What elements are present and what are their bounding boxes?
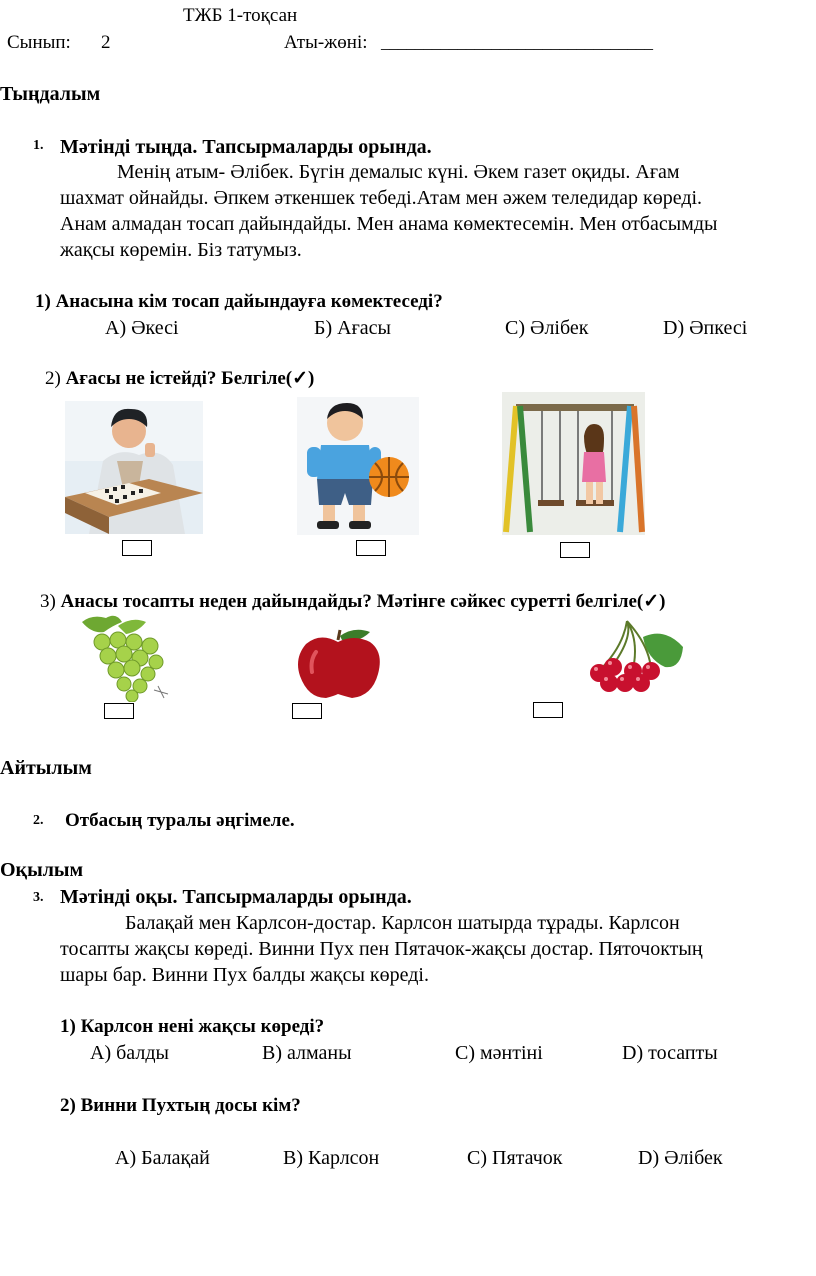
task-title: Мәтінді оқы. Тапсырмаларды орында. (60, 886, 412, 908)
question-3 (40, 590, 666, 614)
chess-player-icon (65, 401, 203, 534)
task-title: Мәтінді тыңда. Тапсырмаларды орында. (60, 136, 432, 158)
answer-checkbox[interactable] (104, 703, 134, 719)
cherries-picture (583, 617, 691, 695)
task-number: 1. (33, 138, 44, 153)
answer-checkbox[interactable] (356, 540, 386, 556)
boy-with-ball-picture (297, 397, 419, 535)
answer-option-b[interactable]: В) алманы (262, 1042, 352, 1064)
answer-checkbox[interactable] (292, 703, 322, 719)
section-title-speaking: Айтылым (0, 757, 92, 779)
text-line: Менің атым- Әлібек. Бүгін демалыс күні. Әкем газет оқиды. Ағам (117, 161, 680, 183)
grapes-icon (72, 612, 170, 702)
apple-picture (290, 626, 388, 700)
reading-question-2: 2) Винни Пухтың досы кім? (60, 1095, 301, 1116)
task-title: Отбасың туралы әңгімеле. (65, 810, 295, 831)
answer-option-d[interactable]: D) Әлібек (638, 1147, 723, 1169)
girl-on-swing-picture (502, 392, 645, 535)
grapes-picture (72, 612, 170, 702)
chess-player-picture (65, 401, 203, 534)
boy-with-ball-icon (297, 397, 419, 535)
answer-option-b[interactable]: Б) Ағасы (314, 317, 391, 339)
answer-option-b[interactable]: В) Карлсон (283, 1147, 380, 1169)
question-2 (45, 367, 314, 391)
reading-question-1: 1) Карлсон нені жақсы көреді? (60, 1016, 325, 1037)
question-3-number: 3) (40, 591, 61, 612)
answer-option-a[interactable]: А) Әкесі (105, 317, 179, 339)
answer-option-a[interactable]: А) Балақай (115, 1147, 210, 1169)
question-1: 1) Анасына кім тосап дайындауға көмектеседі? (35, 291, 443, 312)
class-label: Сынып: (7, 32, 71, 53)
question-3-text: Анасы тосапты неден дайындайды? Мәтінге сәйкес суретті белгіле(✓) (60, 591, 666, 612)
name-input-line[interactable]: ________________________________ (381, 33, 653, 52)
task-number: 3. (33, 890, 44, 905)
text-line: шары бар. Винни Пух балды жақсы көреді. (60, 964, 429, 986)
answer-option-d[interactable]: D) тосапты (622, 1042, 718, 1064)
task-number: 2. (33, 813, 44, 828)
answer-option-c[interactable]: С) мәнтіні (455, 1042, 543, 1064)
text-line: тосапты жақсы көреді. Винни Пух пен Пятачок-жақсы достар. Пяточоктың (60, 938, 703, 960)
answer-checkbox[interactable] (560, 542, 590, 558)
apple-icon (290, 626, 388, 700)
question-2-number: 2) (45, 368, 66, 389)
cherries-icon (583, 617, 691, 695)
answer-option-a[interactable]: А) балды (90, 1042, 169, 1064)
class-value: 2 (101, 32, 111, 53)
answer-checkbox[interactable] (122, 540, 152, 556)
text-line: шахмат ойнайды. Әпкем әткеншек тебеді.Атам мен әжем теледидар көреді. (60, 187, 703, 209)
section-title-listening: Тыңдалым (0, 83, 101, 105)
text-line: Балақай мен Карлсон-достар. Карлсон шатырда тұрады. Карлсон (125, 912, 680, 934)
text-line: Анам алмадан тосап дайындайды. Мен анама көмектесемін. Мен отбасымды (60, 213, 718, 235)
name-label: Аты-жөні: (284, 32, 368, 53)
question-2-text: Ағасы не істейді? Белгіле(✓) (65, 368, 315, 389)
section-title-reading: Оқылым (0, 859, 84, 881)
answer-option-c[interactable]: С) Пятачок (467, 1147, 563, 1169)
text-line: жақсы көремін. Біз татумыз. (60, 239, 302, 261)
answer-option-c[interactable]: С) Әлібек (505, 317, 589, 339)
girl-on-swing-icon (502, 392, 645, 535)
answer-option-d[interactable]: D) Әпкесі (663, 317, 748, 339)
worksheet-title: ТЖБ 1-тоқсан (183, 5, 298, 26)
answer-checkbox[interactable] (533, 702, 563, 718)
